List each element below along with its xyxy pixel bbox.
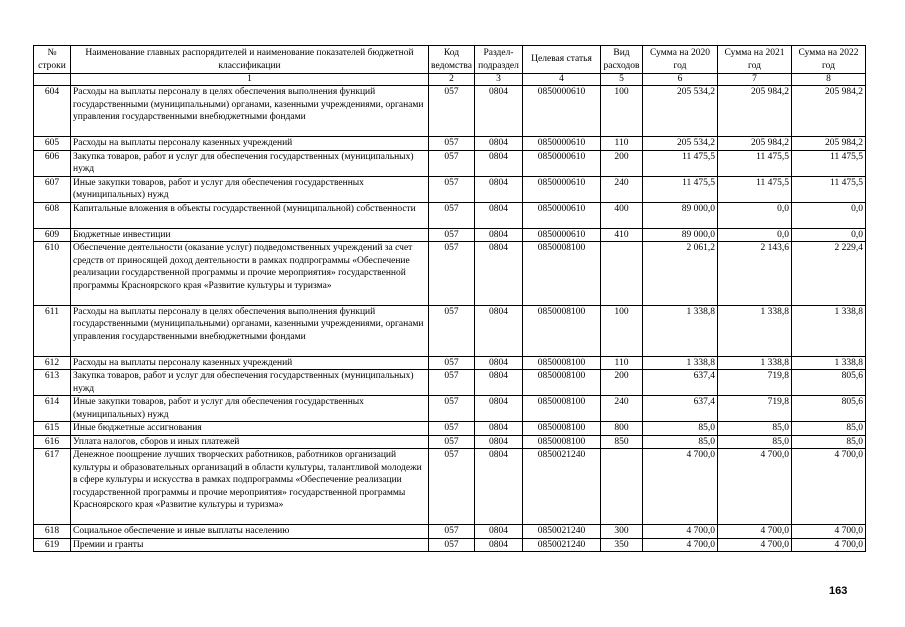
row-number: 608 — [34, 202, 71, 228]
row-name: Премии и гранты — [71, 538, 429, 552]
row-department-code: 057 — [429, 396, 475, 422]
row-number: 604 — [34, 86, 71, 137]
row-sum-2022: 11 475,5 — [792, 176, 866, 202]
col-header-name: Наименование главных распорядителей и наименование показателей бюджетной классификации — [71, 46, 429, 74]
table-row — [34, 137, 866, 151]
row-section: 0804 — [475, 356, 523, 370]
col-number: 5 — [601, 74, 643, 86]
col-header-expense-type: Вид расходов — [601, 46, 643, 74]
row-sum-2022: 4 700,0 — [792, 449, 866, 525]
row-expense-type: 350 — [601, 538, 643, 552]
row-section: 0804 — [475, 449, 523, 525]
table-row — [34, 356, 866, 370]
row-sum-2020: 2 061,2 — [643, 242, 718, 306]
row-section: 0804 — [475, 242, 523, 306]
table-row — [34, 396, 866, 422]
row-target-item: 0850008100 — [523, 435, 601, 449]
row-target-item: 0850008100 — [523, 242, 601, 306]
row-number: 605 — [34, 137, 71, 151]
row-sum-2020: 637,4 — [643, 370, 718, 396]
row-sum-2020: 205 534,2 — [643, 137, 718, 151]
row-target-item: 0850000610 — [523, 202, 601, 228]
row-department-code: 057 — [429, 150, 475, 176]
row-number: 617 — [34, 449, 71, 525]
row-section: 0804 — [475, 396, 523, 422]
row-section: 0804 — [475, 525, 523, 539]
row-sum-2022: 4 700,0 — [792, 538, 866, 552]
row-name: Иные закупки товаров, работ и услуг для обеспечения государственных (муниципальных) нужд — [71, 176, 429, 202]
row-name: Иные закупки товаров, работ и услуг для обеспечения государственных (муниципальных) нужд — [71, 396, 429, 422]
col-number: 3 — [475, 74, 523, 86]
row-name: Закупка товаров, работ и услуг для обеспечения государственных (муниципальных) нужд — [71, 370, 429, 396]
row-sum-2020: 1 338,8 — [643, 356, 718, 370]
row-sum-2021: 4 700,0 — [718, 449, 792, 525]
row-target-item: 0850008100 — [523, 356, 601, 370]
col-header-sum-2021: Сумма на 2021 год — [718, 46, 792, 74]
row-name: Расходы на выплаты персоналу казенных учреждений — [71, 356, 429, 370]
row-sum-2021: 85,0 — [718, 422, 792, 436]
row-sum-2020: 205 534,2 — [643, 86, 718, 137]
row-sum-2020: 85,0 — [643, 422, 718, 436]
row-number: 609 — [34, 228, 71, 242]
row-sum-2021: 4 700,0 — [718, 538, 792, 552]
row-number: 612 — [34, 356, 71, 370]
row-sum-2020: 4 700,0 — [643, 538, 718, 552]
row-sum-2021: 1 338,8 — [718, 305, 792, 356]
table-row — [34, 176, 866, 202]
col-number — [34, 74, 71, 86]
row-sum-2020: 85,0 — [643, 435, 718, 449]
row-department-code: 057 — [429, 449, 475, 525]
row-expense-type: 400 — [601, 202, 643, 228]
row-expense-type: 240 — [601, 396, 643, 422]
row-expense-type: 100 — [601, 86, 643, 137]
row-sum-2022: 205 984,2 — [792, 137, 866, 151]
row-sum-2021: 0,0 — [718, 228, 792, 242]
row-sum-2021: 1 338,8 — [718, 356, 792, 370]
row-department-code: 057 — [429, 538, 475, 552]
row-target-item: 0850008100 — [523, 396, 601, 422]
row-section: 0804 — [475, 202, 523, 228]
row-sum-2021: 11 475,5 — [718, 176, 792, 202]
row-number: 615 — [34, 422, 71, 436]
table-row — [34, 525, 866, 539]
row-target-item: 0850008100 — [523, 305, 601, 356]
row-sum-2022: 1 338,8 — [792, 356, 866, 370]
row-sum-2020: 637,4 — [643, 396, 718, 422]
row-number: 611 — [34, 305, 71, 356]
row-name: Расходы на выплаты персоналу казенных учреждений — [71, 137, 429, 151]
col-number: 8 — [792, 74, 866, 86]
row-target-item: 0850000610 — [523, 150, 601, 176]
table-body — [34, 86, 866, 552]
row-sum-2021: 2 143,6 — [718, 242, 792, 306]
row-number: 606 — [34, 150, 71, 176]
row-section: 0804 — [475, 422, 523, 436]
row-section: 0804 — [475, 228, 523, 242]
row-section: 0804 — [475, 305, 523, 356]
row-sum-2022: 85,0 — [792, 422, 866, 436]
col-number: 7 — [718, 74, 792, 86]
col-header-sum-2022: Сумма на 2022 год — [792, 46, 866, 74]
row-expense-type: 240 — [601, 176, 643, 202]
row-department-code: 057 — [429, 86, 475, 137]
row-sum-2022: 85,0 — [792, 435, 866, 449]
table-row — [34, 422, 866, 436]
row-name: Иные бюджетные ассигнования — [71, 422, 429, 436]
row-target-item: 0850021240 — [523, 449, 601, 525]
row-number: 618 — [34, 525, 71, 539]
row-sum-2021: 205 984,2 — [718, 86, 792, 137]
row-department-code: 057 — [429, 370, 475, 396]
row-department-code: 057 — [429, 422, 475, 436]
row-name: Денежное поощрение лучших творческих работников, работников организаций культуры и образовательных организаций в области культуры, талантливой молодежи в сфере культуры и искусства в рамках подпрограммы «Обеспечение реализации государственной программы и прочие мероприятия» государственной программы Красноярского края «Развитие культуры и туризма» — [71, 449, 429, 525]
row-sum-2020: 11 475,5 — [643, 176, 718, 202]
table-row — [34, 449, 866, 525]
row-name: Уплата налогов, сборов и иных платежей — [71, 435, 429, 449]
row-number: 619 — [34, 538, 71, 552]
row-sum-2021: 85,0 — [718, 435, 792, 449]
row-department-code: 057 — [429, 435, 475, 449]
row-section: 0804 — [475, 86, 523, 137]
row-expense-type: 110 — [601, 356, 643, 370]
row-expense-type: 300 — [601, 525, 643, 539]
row-department-code: 057 — [429, 356, 475, 370]
row-target-item: 0850000610 — [523, 86, 601, 137]
col-header-target-item: Целевая статья — [523, 46, 601, 74]
row-expense-type: 410 — [601, 228, 643, 242]
row-expense-type: 850 — [601, 435, 643, 449]
row-department-code: 057 — [429, 242, 475, 306]
row-department-code: 057 — [429, 525, 475, 539]
row-expense-type: 200 — [601, 370, 643, 396]
row-name: Бюджетные инвестиции — [71, 228, 429, 242]
row-sum-2020: 11 475,5 — [643, 150, 718, 176]
row-target-item: 0850000610 — [523, 176, 601, 202]
row-target-item: 0850021240 — [523, 538, 601, 552]
row-section: 0804 — [475, 538, 523, 552]
row-sum-2020: 4 700,0 — [643, 449, 718, 525]
row-number: 614 — [34, 396, 71, 422]
row-sum-2022: 0,0 — [792, 228, 866, 242]
row-sum-2022: 205 984,2 — [792, 86, 866, 137]
row-section: 0804 — [475, 137, 523, 151]
row-sum-2022: 1 338,8 — [792, 305, 866, 356]
row-department-code: 057 — [429, 228, 475, 242]
row-name: Расходы на выплаты персоналу в целях обеспечения выполнения функций государственными (муниципальными) органами, казенными учреждениями, органами управления государственными внебюджетными фондами — [71, 86, 429, 137]
table-row — [34, 228, 866, 242]
row-name: Обеспечение деятельности (оказание услуг) подведомственных учреждений за счет средств от приносящей доход деятельности в рамках подпрограммы «Обеспечение реализации государственной программы и прочие мероприятия» государственной программы Красноярского края «Развитие культуры и туризма» — [71, 242, 429, 306]
row-name: Социальное обеспечение и иные выплаты населению — [71, 525, 429, 539]
table-row — [34, 86, 866, 137]
row-sum-2020: 1 338,8 — [643, 305, 718, 356]
row-number: 610 — [34, 242, 71, 306]
row-sum-2021: 719,8 — [718, 396, 792, 422]
row-section: 0804 — [475, 370, 523, 396]
col-header-department-code: Код ведомства — [429, 46, 475, 74]
col-number: 4 — [523, 74, 601, 86]
col-number: 2 — [429, 74, 475, 86]
row-sum-2022: 0,0 — [792, 202, 866, 228]
row-name: Капитальные вложения в объекты государственной (муниципальной) собственности — [71, 202, 429, 228]
row-name: Закупка товаров, работ и услуг для обеспечения государственных (муниципальных) нужд — [71, 150, 429, 176]
row-section: 0804 — [475, 435, 523, 449]
row-sum-2022: 11 475,5 — [792, 150, 866, 176]
col-header-section: Раздел-подраздел — [475, 46, 523, 74]
row-section: 0804 — [475, 150, 523, 176]
table-row — [34, 242, 866, 306]
row-sum-2022: 805,6 — [792, 370, 866, 396]
row-department-code: 057 — [429, 137, 475, 151]
row-department-code: 057 — [429, 176, 475, 202]
row-department-code: 057 — [429, 305, 475, 356]
page-number: 163 — [829, 585, 848, 597]
table-row — [34, 435, 866, 449]
row-sum-2021: 719,8 — [718, 370, 792, 396]
row-sum-2022: 805,6 — [792, 396, 866, 422]
row-number: 607 — [34, 176, 71, 202]
row-section: 0804 — [475, 176, 523, 202]
row-sum-2020: 4 700,0 — [643, 525, 718, 539]
row-number: 613 — [34, 370, 71, 396]
row-sum-2021: 11 475,5 — [718, 150, 792, 176]
row-department-code: 057 — [429, 202, 475, 228]
table-row — [34, 150, 866, 176]
col-header-sum-2020: Сумма на 2020 год — [643, 46, 718, 74]
table-row — [34, 202, 866, 228]
row-target-item: 0850008100 — [523, 370, 601, 396]
col-number: 1 — [71, 74, 429, 86]
row-expense-type: 200 — [601, 150, 643, 176]
row-sum-2021: 0,0 — [718, 202, 792, 228]
row-expense-type: 800 — [601, 422, 643, 436]
row-sum-2020: 89 000,0 — [643, 228, 718, 242]
row-sum-2021: 205 984,2 — [718, 137, 792, 151]
row-expense-type — [601, 242, 643, 306]
col-number: 6 — [643, 74, 718, 86]
row-expense-type — [601, 449, 643, 525]
row-number: 616 — [34, 435, 71, 449]
budget-table — [33, 45, 866, 552]
col-header-row-number: № строки — [34, 46, 71, 74]
table-row — [34, 305, 866, 356]
table-row — [34, 538, 866, 552]
row-target-item: 0850000610 — [523, 228, 601, 242]
row-sum-2020: 89 000,0 — [643, 202, 718, 228]
row-expense-type: 100 — [601, 305, 643, 356]
row-name: Расходы на выплаты персоналу в целях обеспечения выполнения функций государственными (муниципальными) органами, казенными учреждениями, органами управления государственными внебюджетными фондами — [71, 305, 429, 356]
table-row — [34, 370, 866, 396]
row-sum-2022: 2 229,4 — [792, 242, 866, 306]
row-expense-type: 110 — [601, 137, 643, 151]
row-target-item: 0850000610 — [523, 137, 601, 151]
row-target-item: 0850008100 — [523, 422, 601, 436]
row-sum-2022: 4 700,0 — [792, 525, 866, 539]
row-sum-2021: 4 700,0 — [718, 525, 792, 539]
row-target-item: 0850021240 — [523, 525, 601, 539]
